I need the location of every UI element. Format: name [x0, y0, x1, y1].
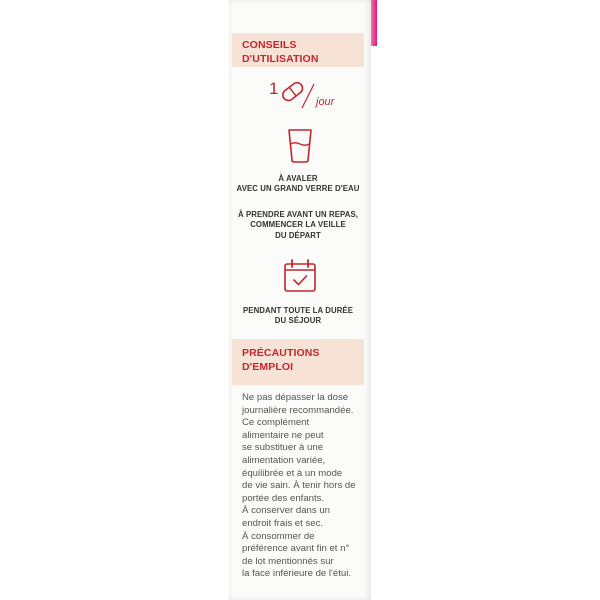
precautions-line: alimentaire ne peut: [242, 429, 324, 441]
precautions-line: journalière recommandée.: [242, 404, 354, 416]
precautions-line: se substituer à une: [242, 442, 324, 454]
precautions-line: équilibrée et à un mode: [242, 467, 343, 479]
precautions-line: Ne pas dépasser la dose: [242, 392, 349, 403]
background-right: [371, 0, 600, 600]
box-side-panel: [229, 0, 371, 600]
precautions-line: Ce complément: [242, 417, 310, 429]
precautions-line: portée des enfants.: [242, 492, 325, 504]
before-meal-line-1: À PRENDRE AVANT UN REPAS,: [237, 210, 359, 219]
precautions-line: de lot mentionnés sur: [242, 555, 334, 567]
background-left: [0, 0, 229, 600]
precautions-text: [242, 392, 366, 581]
duration-instruction: [232, 306, 364, 327]
swallow-line-2: AVEC UN GRAND VERRE D'EAU: [236, 184, 360, 194]
precautions-line: À consommer de: [242, 530, 315, 542]
usage-heading-line-1: CONSEILS: [242, 39, 297, 51]
dose-number: 1: [269, 79, 279, 98]
precautions-line: endroit frais et sec.: [242, 517, 324, 529]
before-meal-instruction: [232, 210, 364, 241]
precautions-line: À conserver dans un: [242, 505, 330, 517]
precautions-line: alimentation variée,: [242, 454, 326, 466]
precautions-line: préférence avant fin et n°: [242, 543, 350, 555]
calendar-check-icon: [283, 258, 317, 294]
usage-heading-line-2: D'UTILISATION: [242, 53, 319, 65]
dose-unit: jour: [316, 96, 335, 108]
precautions-line: de vie sain. À tenir hors de: [242, 480, 356, 492]
water-glass-icon: [285, 128, 315, 164]
dose-indicator: [269, 78, 349, 118]
capsule-icon: [269, 78, 349, 118]
precautions-line: la face inférieure de l'étui.: [242, 568, 352, 580]
duration-line-2: DU SÉJOUR: [274, 316, 322, 326]
usage-heading: [242, 38, 319, 66]
swallow-line-1: À AVALER: [278, 174, 318, 183]
duration-line-1: PENDANT TOUTE LA DURÉE: [242, 306, 354, 315]
precautions-heading: [242, 346, 320, 374]
before-meal-line-3: DU DÉPART: [275, 230, 321, 240]
precautions-heading-line-1: PRÉCAUTIONS: [242, 347, 320, 359]
before-meal-line-2: COMMENCER LA VEILLE: [250, 220, 346, 230]
swallow-instruction: [232, 174, 364, 195]
precautions-heading-line-2: D'EMPLOI: [242, 361, 294, 373]
